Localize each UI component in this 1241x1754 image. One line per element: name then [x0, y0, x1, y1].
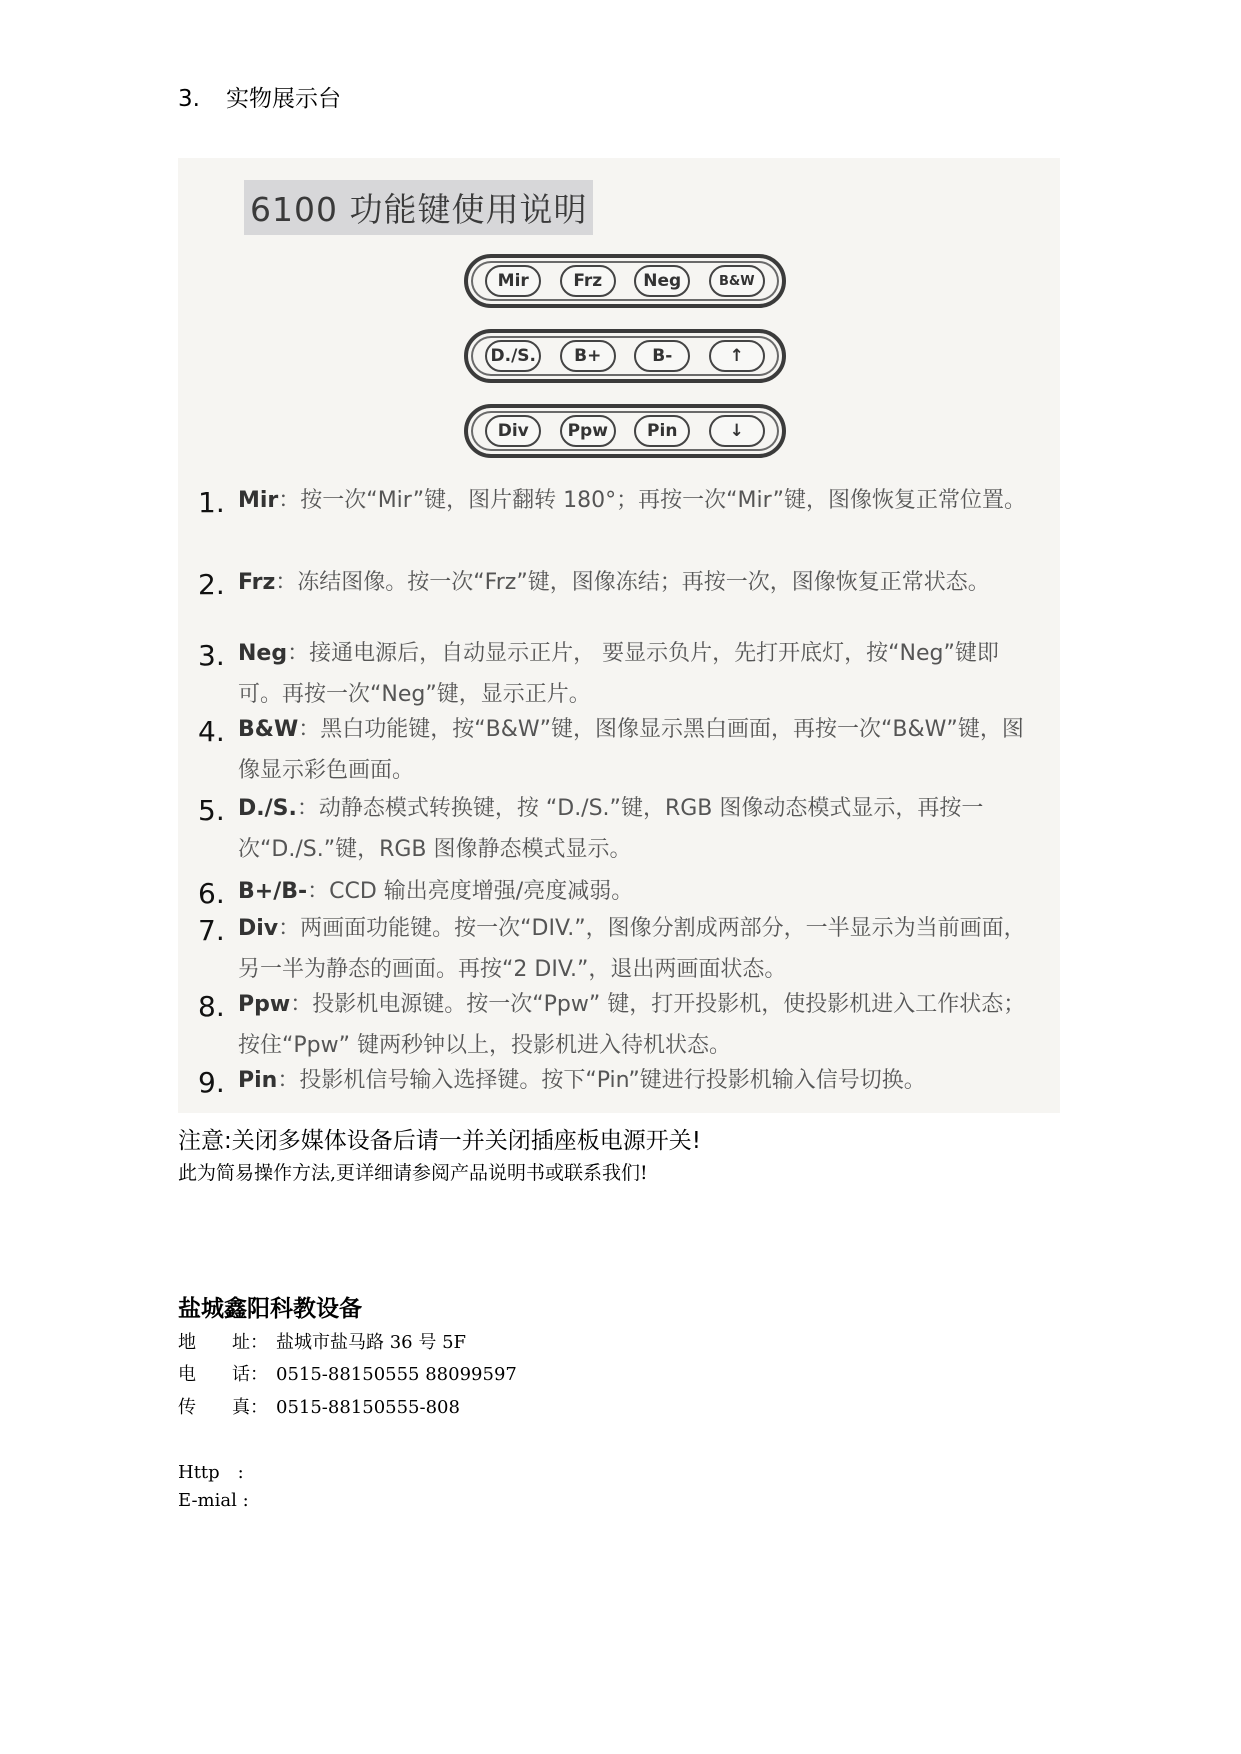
manual-reference-note: 此为简易操作方法,更详细请参阅产品说明书或联系我们! — [178, 1162, 648, 1184]
key-ds: D./S. — [485, 340, 541, 372]
company-email: E-mial : — [178, 1490, 249, 1511]
company-fax: 传 真： 0515-88150555-808 — [178, 1397, 460, 1418]
section-number: 3. — [178, 86, 200, 112]
key-row-2 — [464, 329, 786, 383]
key-row-3 — [464, 404, 786, 458]
power-off-notice: 注意:关闭多媒体设备后请一并关闭插座板电源开关! — [178, 1128, 701, 1154]
key-ppw: Ppw — [560, 415, 616, 447]
key-neg: Neg — [634, 265, 690, 297]
key-mir: Mir — [485, 265, 541, 297]
company-website: Http : — [178, 1462, 244, 1483]
arrow-down-icon: ↓ — [709, 415, 765, 447]
key-row-1 — [464, 254, 786, 308]
arrow-up-icon: ↑ — [709, 340, 765, 372]
section-heading — [178, 80, 341, 113]
key-pin: Pin — [634, 415, 690, 447]
manual-scan-image: 6100 功能键使用说明 Mir Frz Neg B&W D./S. B+ B- ↑ Div Ppw Pin ↓ 1. Mir：按一次“Mir”键，图片翻转 180°；再按一次“Mir”键，图像恢复正常位置。 2. Frz：冻结图像。按一次“Frz”键，图像冻结；再按一次，图像恢复正常状态。 3. Neg：接通电源后，自动显示正片， 要显示负片，先打开底灯，按“Neg”键即可。再按一次“Neg”键，显示正片。 4. B&W：黑白功能键，按“B&W”键，图像显示黑白画面，再按一次“B&W”键，图像显示彩色画面。 5. D./S.：动静态模式转换键，按 “D./S.”键，RGB 图像动态模式显示，再按一次“D./S.”键，RGB 图像静态模式显示。 6. B+/B-：CCD 输出亮度增强/亮度减弱。 7. Div：两画面功能键。按一次“DIV.”，图像分割成两部分，一半显示为当前画面，另一半为静态的画面。再按“2 DIV.”，退出两画面状态。 8. Ppw：投影机电源键。按一次“Ppw” 键，打开投影机，使投影机进入工作状态；按住“Ppw” 键两秒钟以上，投影机进入待机状态。 9. Pin：投影机信号输入选择键。按下“Pin”键进行投影机输入信号切换。 — [178, 158, 1060, 1113]
company-phone: 电 话： 0515-88150555 88099597 — [178, 1364, 517, 1385]
company-address: 地 址： 盐城市盐马路 36 号 5F — [178, 1332, 467, 1353]
key-b-plus: B+ — [560, 340, 616, 372]
key-bw: B&W — [709, 265, 765, 297]
key-b-minus: B- — [634, 340, 690, 372]
section-title: 实物展示台 — [226, 86, 341, 112]
company-name: 盐城鑫阳科教设备 — [178, 1296, 362, 1322]
manual-title: 6100 功能键使用说明 — [244, 180, 593, 235]
key-div: Div — [485, 415, 541, 447]
key-frz: Frz — [560, 265, 616, 297]
